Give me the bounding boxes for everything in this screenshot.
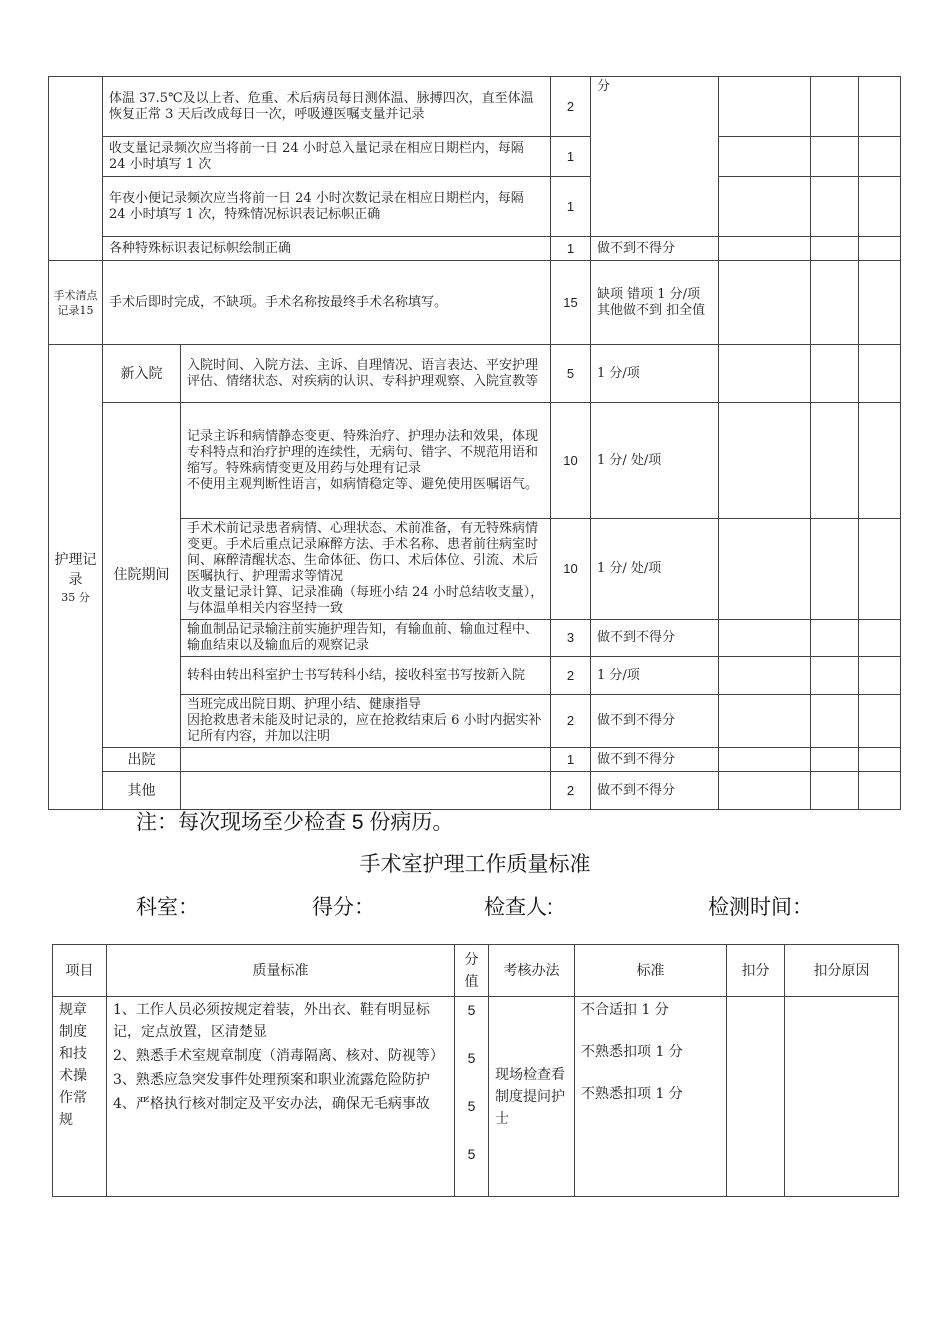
header-grade: 标准 [575, 945, 727, 997]
score-cell: 2 [551, 657, 591, 695]
header-standard: 质量标准 [107, 945, 455, 997]
scores-list [455, 997, 489, 1197]
grade-cell: 做不到不得分 [591, 237, 719, 261]
surgery-category: 手术清点记录15 [49, 261, 103, 345]
score-cell: 1 [551, 177, 591, 237]
score-cell: 5 [467, 1002, 476, 1018]
score-cell: 5 [467, 1050, 476, 1066]
inpatient-criterion: 输血制品记录输注前实施护理告知，有输血前、输血过程中、输血结束以及输血后的观察记录 [181, 620, 551, 657]
score-cell: 2 [551, 695, 591, 748]
header-item: 项目 [53, 945, 107, 997]
inspection-note: 注：每次现场至少检查 5 份病历。 [136, 811, 454, 834]
other-label: 其他 [103, 772, 181, 810]
dept-label: 科室： [136, 896, 199, 919]
score-cell: 5 [551, 345, 591, 403]
grade-cell: 1 分/项 [591, 345, 719, 403]
category-cell-empty [49, 77, 103, 261]
score-cell: 1 [551, 237, 591, 261]
record-criterion: 体温 37.5℃及以上者、危重、术后病员每日测体温、脉搏四次，直至体温恢复正常 3 天后改成每日一次，呼吸遵医嘱支量并记录 [103, 77, 551, 137]
nursing-category-points: 35 分 [61, 590, 90, 604]
standards-list [107, 997, 455, 1197]
score-cell: 1 [551, 137, 591, 177]
score-cell: 5 [467, 1146, 476, 1162]
record-criterion: 年夜小便记录频次应当将前一日 24 小时次数记录在相应日期栏内，每隔 24 小时填写 1 次，特殊情况标识表记标帜正确 [103, 177, 551, 237]
header-method: 考核办法 [489, 945, 575, 997]
standard-item: 2、熟悉手术室规章制度（消毒隔离、核对、防视等） [113, 1048, 444, 1064]
score-cell: 10 [551, 519, 591, 620]
grade-cell: 分 [591, 77, 719, 237]
standard-item: 3、熟悉应急突发事件处理预案和职业流露危险防护 [113, 1072, 430, 1088]
inpatient-criterion: 当班完成出院日期、护理小结、健康指导 因抢救患者未能及时记录的，应在抢救结束后 6 小时内据实补记所有内容，并加以注明 [181, 695, 551, 748]
grade-cell: 做不到不得分 [591, 748, 719, 772]
nursing-category-label: 护理记录 [54, 551, 97, 588]
admission-label: 新入院 [103, 345, 181, 403]
grade-cell: 不熟悉扣项 1 分 [581, 1086, 683, 1102]
operating-room-quality-table [52, 944, 899, 1197]
inpatient-criterion: 手术术前记录患者病情、心理状态、术前准备，有无特殊病情变更。手术后重点记录麻醉方法、手术名称、患者前往病室时间、麻醉清醒状态、生命体征、伤口、术后体位、引流、术后医嘱执行、护理需求等情况 收支量记录计算、记录准确（每班小结 24 小时总结收支量），与体温单相关内容坚持一致 [181, 519, 551, 620]
score-cell: 2 [551, 77, 591, 137]
score-cell: 2 [551, 772, 591, 810]
section-title: 手术室护理工作质量标准 [359, 853, 591, 876]
method-cell: 现场检查看制度提问护士 [489, 997, 575, 1197]
inpatient-criterion: 记录主诉和病情静态变更、特殊治疗、护理办法和效果，体现专科特点和治疗护理的连续性，无病句、错字、不规范用语和缩写。特殊病情变更及用药与处理有记录 不使用主观判断性语言，如病情稳定等、避免使用医嘱语气。 [181, 403, 551, 519]
grades-list [575, 997, 727, 1197]
grade-cell: 做不到不得分 [591, 695, 719, 748]
grade-cell: 1 分/项 [591, 657, 719, 695]
nursing-category [49, 345, 103, 810]
category-cell: 规章制度和技术操作常规 [53, 997, 107, 1197]
grade-cell: 做不到不得分 [591, 772, 719, 810]
score-cell: 15 [551, 261, 591, 345]
standard-item: 1、工作人员必须按规定着装，外出衣、鞋有明显标记，定点放置，区清楚显 [113, 1002, 430, 1040]
nursing-record-table [48, 76, 901, 810]
discharge-label: 出院 [103, 748, 181, 772]
score-cell: 1 [551, 748, 591, 772]
inpatient-label: 住院期间 [103, 403, 181, 748]
score-cell: 5 [467, 1098, 476, 1114]
score-cell: 10 [551, 403, 591, 519]
grade-cell: 1 分/ 处/项 [591, 403, 719, 519]
inspector-label: 检查人: [484, 896, 553, 919]
header-deduct: 扣分 [727, 945, 785, 997]
grade-cell: 1 分/ 处/项 [591, 519, 719, 620]
admission-criterion: 入院时间、入院方法、主诉、自理情况、语言表达、平安护理评估、情绪状态、对疾病的认识、专科护理观察、入院宣教等 [181, 345, 551, 403]
record-criterion: 收支量记录频次应当将前一日 24 小时总入量记录在相应日期栏内，每隔 24 小时填写 1 次 [103, 137, 551, 177]
record-criterion: 各种特殊标识表记标帜绘制正确 [103, 237, 551, 261]
standard-item: 4、严格执行核对制定及平安办法，确保无毛病事故 [113, 1096, 430, 1112]
header-score: 分值 [455, 945, 489, 997]
time-label: 检测时间： [708, 896, 813, 919]
grade-cell: 不合适扣 1 分 [581, 1002, 669, 1018]
surgery-criterion: 手术后即时完成，不缺项。手术名称按最终手术名称填写。 [103, 261, 551, 345]
score-cell: 3 [551, 620, 591, 657]
grade-cell: 不熟悉扣项 1 分 [581, 1044, 683, 1060]
inpatient-criterion: 转科由转出科室护士书写转科小结，接收科室书写按新入院 [181, 657, 551, 695]
grade-cell: 缺项 错项 1 分/项 其他做不到 扣全值 [591, 261, 719, 345]
score-label: 得分： [312, 896, 375, 919]
grade-cell: 做不到不得分 [591, 620, 719, 657]
header-reason: 扣分原因 [785, 945, 899, 997]
